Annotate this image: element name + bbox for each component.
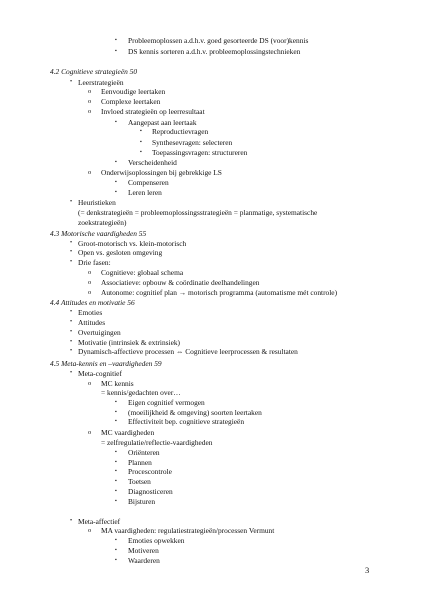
bullet-marker: •	[70, 319, 73, 325]
bullet-marker: ▪	[140, 150, 142, 155]
bullet-marker: •	[70, 309, 73, 315]
outline-text: Bijsturen	[128, 497, 156, 506]
outline-text: Drie fasen:	[78, 258, 111, 267]
bullet-marker: ▪	[115, 410, 117, 415]
outline-text: DS kennis sorteren a.d.h.v. probleemoplossingstechnieken	[128, 47, 301, 56]
outline-text: 4.3 Motorische vaardigheden 55	[50, 229, 147, 238]
outline-text: 4.5 Meta-kennis en –vaardigheden 59	[50, 359, 162, 368]
outline-text: Autonome: cognitief plan → motorisch programma (automatisme mét controle)	[101, 288, 338, 297]
outline-text: MC kennis	[101, 379, 134, 388]
outline-text: Associatieve: opbouw & coördinatie deelhandelingen	[101, 278, 260, 287]
bullet-marker: o	[88, 98, 92, 105]
outline-text: Motiveren	[128, 546, 159, 555]
outline-text: Eenvoudige leertaken	[101, 87, 166, 96]
outline-text: Motivatie (intrinsiek & extrinsiek)	[78, 338, 181, 347]
outline-text: zoekstrategieën)	[78, 218, 127, 227]
outline-text: Probleemoplossen a.d.h.v. goed gesorteerde DS (voor)kennis	[128, 36, 309, 45]
outline-text: MC vaardigheden	[101, 428, 155, 437]
bullet-marker: ▪	[115, 469, 117, 474]
page-number: 3	[365, 565, 370, 575]
bullet-marker: o	[88, 269, 92, 276]
bullet-marker: o	[88, 289, 92, 296]
outline-text: MA vaardigheden: regulatiestrategieën/processen Vermunt	[101, 526, 275, 535]
bullet-marker: •	[70, 199, 73, 205]
outline-text: Leerstrategieën	[78, 78, 124, 87]
bullet-marker: ▪	[140, 129, 142, 134]
bullet-marker: o	[88, 527, 92, 534]
outline-text: = zelfregulatie/reflectie-vaardigheden	[101, 438, 213, 447]
bullet-marker: •	[70, 249, 73, 255]
bullet-marker: ▪	[115, 499, 117, 504]
outline-text: Compenseren	[128, 178, 169, 187]
outline-text: Invloed strategieën op leerresultaat	[101, 107, 205, 116]
outline-text: Emoties opwekken	[128, 536, 185, 545]
outline-text: Cognitieve: globaal schema	[101, 268, 184, 277]
bullet-marker: ▪	[115, 160, 117, 165]
bullet-marker: o	[88, 279, 92, 286]
bullet-marker: ▪	[115, 400, 117, 405]
bullet-marker: •	[70, 259, 73, 265]
outline-text: Diagnosticeren	[128, 487, 173, 496]
bullet-marker: •	[70, 518, 73, 524]
bullet-marker: ▪	[115, 419, 117, 424]
outline-text: Toepassingsvragen: structureren	[152, 148, 248, 157]
outline-text: Toetsen	[128, 477, 151, 486]
outline-text: Plannen	[128, 458, 152, 467]
outline-text: Oriënteren	[128, 448, 160, 457]
outline-text: Reproductievragen	[152, 127, 209, 136]
outline-text: Meta-affectief	[78, 517, 121, 526]
bullet-marker: •	[70, 348, 73, 354]
outline-text: Procescontrole	[128, 467, 172, 476]
outline-text: Emoties	[78, 308, 103, 317]
outline-text: Overtuigingen	[78, 328, 121, 337]
bullet-marker: ▪	[115, 49, 117, 54]
outline-text: 4.2 Cognitieve strategieën 50	[50, 67, 138, 76]
bullet-marker: o	[88, 169, 92, 176]
bullet-marker: •	[70, 240, 73, 246]
bullet-marker: ▪	[115, 489, 117, 494]
bullet-marker: o	[88, 88, 92, 95]
outline-text: Dynamisch-affectieve processen ⇔ Cognitieve leerprocessen & resultaten	[78, 347, 298, 356]
outline-text: Open vs. gesloten omgeving	[78, 248, 163, 257]
outline-text: (moeilijkheid & omgeving) soorten leertaken	[128, 408, 262, 417]
outline-text: = kennis/gedachten over…	[101, 388, 181, 397]
outline-text: Synthesevragen: selecteren	[152, 138, 233, 147]
bullet-marker: ▪	[115, 479, 117, 484]
outline-text: Leren leren	[128, 188, 162, 197]
bullet-marker: ▪	[115, 558, 117, 563]
outline-text: Heuristieken	[78, 198, 116, 207]
bullet-marker: ▪	[115, 548, 117, 553]
outline-text: Effectiviteit bep. cognitieve strategieën	[128, 417, 245, 426]
outline-text: Attitudes	[78, 318, 106, 327]
bullet-marker: ▪	[115, 460, 117, 465]
bullet-marker: ▪	[115, 450, 117, 455]
outline-text: Groot-motorisch vs. klein-motorisch	[78, 239, 187, 248]
bullet-marker: ▪	[115, 38, 117, 43]
outline-text: Verscheidenheid	[128, 158, 177, 167]
bullet-marker: ▪	[115, 180, 117, 185]
outline-text: Onderwijsoplossingen bij gebrekkige LS	[101, 168, 222, 177]
bullet-marker: o	[88, 429, 92, 436]
bullet-marker: o	[88, 108, 92, 115]
bullet-marker: •	[70, 370, 73, 376]
bullet-marker: ▪	[115, 190, 117, 195]
bullet-marker: •	[70, 329, 73, 335]
bullet-marker: •	[70, 79, 73, 85]
outline-text: Aangepast aan leertaak	[128, 118, 197, 127]
outline-text: (= denkstrategieën = probleemoplossingsstrategieën = planmatige, systematische	[78, 208, 318, 217]
bullet-marker: ▪	[140, 140, 142, 145]
outline-text: Eigen cognitief vermogen	[128, 398, 205, 407]
outline-text: Waarderen	[128, 556, 160, 565]
bullet-marker: o	[88, 380, 92, 387]
bullet-marker: ▪	[115, 120, 117, 125]
outline-text: Complexe leertaken	[101, 97, 161, 106]
bullet-marker: •	[70, 339, 73, 345]
bullet-marker: ▪	[115, 538, 117, 543]
outline-text: Meta-cognitief	[78, 369, 122, 378]
outline-text: 4.4 Attitudes en motivatie 56	[50, 298, 135, 307]
